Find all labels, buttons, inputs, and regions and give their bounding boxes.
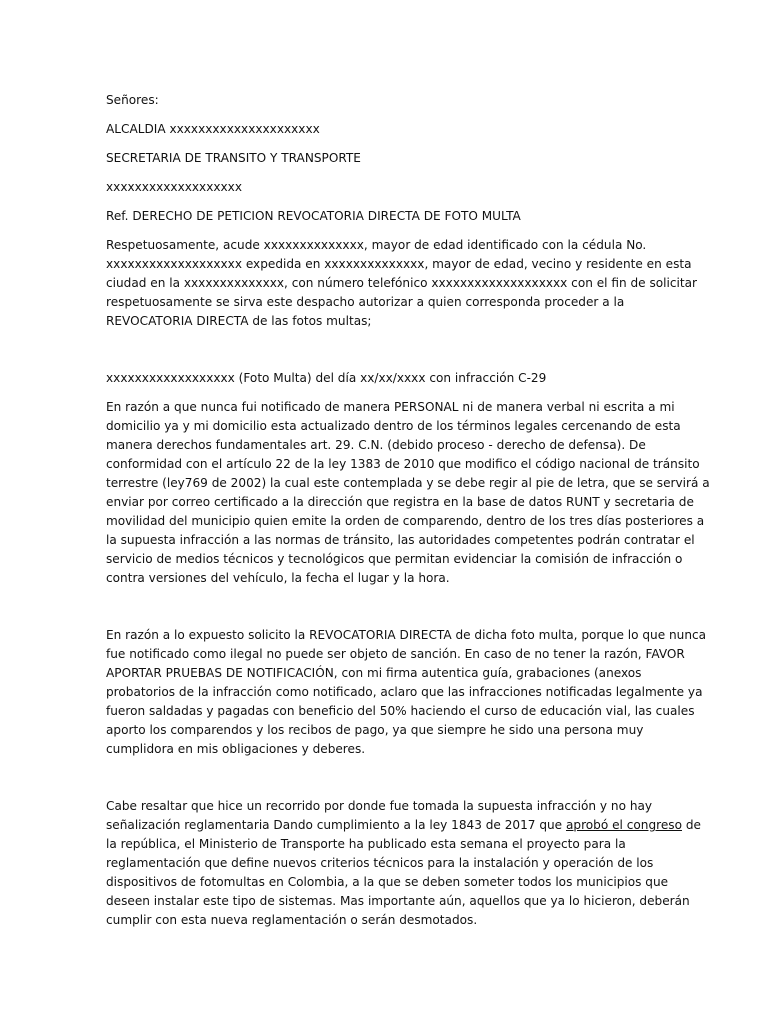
paragraph-line: En razón a lo expuesto solicito la REVOCATORIA DIRECTA de dicha foto multa, porque lo que nunca	[106, 628, 707, 642]
congress-link[interactable]: aprobó el congreso	[565, 818, 682, 832]
paragraph-line: dispositivos de fotomultas en Colombia, a la que se deben someter todos los municipios que	[106, 875, 669, 889]
paragraph-line: la república, el Ministerio de Transporte ha publicado esta semana el proyecto para la	[106, 837, 626, 851]
paragraph-line: fue notificado como ilegal no puede ser objeto de sanción. En caso de no tener la razón, FAVOR	[106, 647, 685, 661]
paragraph-line: cumplir con esta nueva reglamentación o serán desmotados.	[106, 913, 478, 927]
infraction-line: xxxxxxxxxxxxxxxxxx (Foto Multa) del día xx/xx/xxxx con infracción C-29	[106, 371, 547, 385]
paragraph-line: aporto los comparendos y los recibos de pago, ya que siempre he sido una persona muy	[106, 723, 644, 737]
intro-line: respetuosamente se sirva este despacho autorizar a quien corresponda proceder a la	[106, 295, 625, 309]
paragraph-text: de	[681, 818, 701, 832]
paragraph-line: manera derechos fundamentales art. 29. C.N. (debido proceso - derecho de defensa). De	[106, 438, 646, 452]
paragraph-line: domicilio ya y mi domicilio esta actualizado dentro de los términos legales cercenando de esta	[106, 419, 681, 433]
paragraph-line: movilidad del municipio quien emite la orden de comparendo, dentro de los tres días posteriores a	[106, 514, 705, 528]
paragraph-line: terrestre (ley769 de 2002) la cual este contemplada y se debe regir al pie de letra, que se servirá a	[106, 476, 710, 490]
paragraph-line: reglamentación que define nuevos criterios técnicos para la instalación y operación de los	[106, 856, 654, 870]
paragraph-line: enviar por correo certificado a la dirección que registra en la base de datos RUNT y secretaria de	[106, 495, 694, 509]
recipient-line-2: SECRETARIA DE TRANSITO Y TRANSPORTE	[106, 151, 361, 165]
reference-line: Ref. DERECHO DE PETICION REVOCATORIA DIRECTA DE FOTO MULTA	[106, 209, 521, 223]
intro-line: Respetuosamente, acude xxxxxxxxxxxxxx, mayor de edad identificado con la cédula No.	[106, 238, 647, 252]
recipient-line-3: xxxxxxxxxxxxxxxxxxx	[106, 180, 242, 194]
paragraph-line: probatorios de la infracción como notificado, aclaro que las infracciones notificadas legalmente ya	[106, 685, 703, 699]
paragraph-line: APORTAR PRUEBAS DE NOTIFICACIÓN, con mi firma autentica guía, grabaciones (anexos	[106, 666, 642, 680]
paragraph-line-with-link	[106, 816, 701, 835]
paragraph-line: Cabe resaltar que hice un recorrido por donde fue tomada la supuesta infracción y no hay	[106, 799, 653, 813]
paragraph-line: conformidad con el artículo 22 de la ley 1383 de 2010 que modifico el código nacional de tránsito	[106, 457, 700, 471]
paragraph-line: deseen instalar este tipo de sistemas. Mas importante aún, aquellos que ya lo hicieron, deberán	[106, 894, 690, 908]
paragraph-text: señalización reglamentaria Dando cumplimiento a la ley 1843 de 2017 que	[106, 818, 566, 832]
intro-line: xxxxxxxxxxxxxxxxxxx expedida en xxxxxxxxxxxxxx, mayor de edad, vecino y residente en esta	[106, 257, 692, 271]
intro-line: REVOCATORIA DIRECTA de las fotos multas;	[106, 314, 372, 328]
recipient-line-1: ALCALDIA xxxxxxxxxxxxxxxxxxxxx	[106, 122, 320, 136]
paragraph-line: contra versiones del vehículo, la fecha el lugar y la hora.	[106, 571, 450, 585]
salutation: Señores:	[106, 93, 159, 107]
paragraph-line: En razón a que nunca fui notificado de manera PERSONAL ni de manera verbal ni escrita a mi	[106, 400, 675, 414]
paragraph-line: servicio de medios técnicos y tecnológicos que permitan evidenciar la comisión de infracción o	[106, 552, 683, 566]
paragraph-line: fueron saldadas y pagadas con beneficio del 50% haciendo el curso de educación vial, las cuales	[106, 704, 695, 718]
intro-line: ciudad en la xxxxxxxxxxxxxx, con número telefónico xxxxxxxxxxxxxxxxxxx con el fin de solicitar	[106, 276, 698, 290]
paragraph-line: la supuesta infracción a las normas de tránsito, las autoridades competentes podrán contratar el	[106, 533, 695, 547]
paragraph-line: cumplidora en mis obligaciones y deberes.	[106, 742, 366, 756]
